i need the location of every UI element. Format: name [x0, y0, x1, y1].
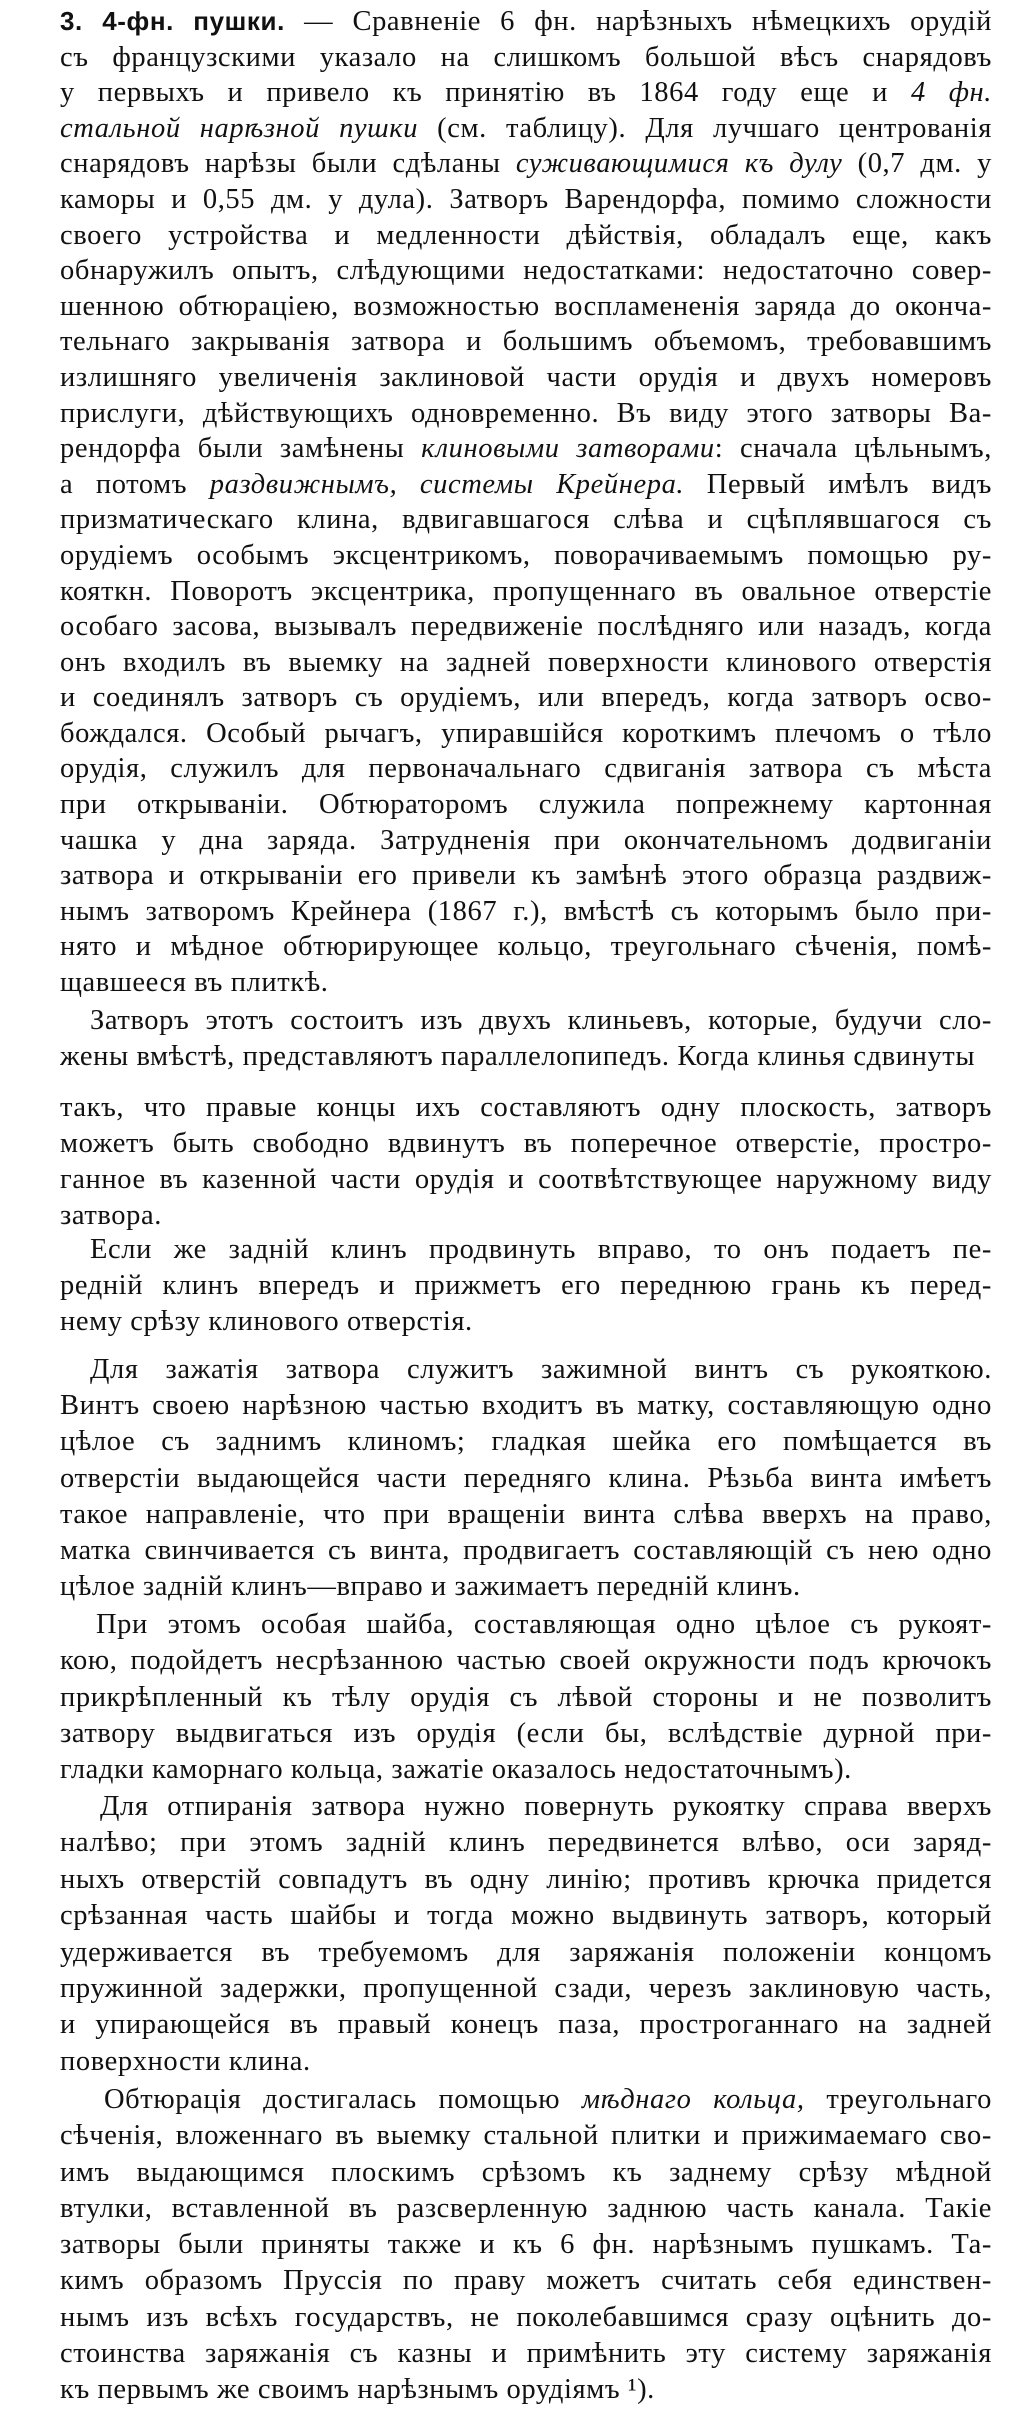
text-run: бождался. Особый рычагъ, упиравшійся короткимъ плечомъ о тѣло	[60, 717, 992, 749]
text-line	[60, 645, 992, 681]
text-run: у первыхъ и привело къ принятію въ 1864 году еще и	[60, 77, 911, 109]
text-line	[60, 2044, 992, 2080]
text-line	[60, 929, 992, 965]
text-line	[60, 2300, 992, 2336]
text-run: При этомъ особая шайба, составляющая одно цѣлое съ рукоят-	[96, 1609, 992, 1640]
text-run: гладки каморнаго кольца, зажатіе оказалось недостаточнымъ).	[60, 1754, 852, 1786]
text-run: (см. таблицу). Для лучшаго центрованія	[418, 112, 992, 144]
text-run: пружинной задержки, пропущенной сзади, черезъ заклиновую часть,	[60, 1972, 992, 2004]
text-line	[60, 1352, 992, 1388]
text-line	[60, 1090, 992, 1126]
italic-term: суживающимися къ дулу	[515, 148, 843, 180]
text-line	[60, 431, 992, 467]
text-line	[60, 1162, 992, 1198]
paragraph-p8	[60, 2082, 992, 2409]
paragraph-p1	[60, 4, 992, 1001]
text-line	[60, 609, 992, 645]
text-run: нымъ затворомъ Крейнера (1867 г.), вмѣстѣ съ которымъ было при-	[60, 895, 992, 927]
text-run: цѣлое задній клинъ—вправо и зажимаетъ передній клинъ.	[60, 1571, 801, 1603]
text-line	[60, 574, 992, 610]
text-line	[60, 716, 992, 752]
text-run: такъ, что правые концы ихъ составляютъ одну плоскость, затворъ	[60, 1092, 992, 1123]
text-run: срѣзанная часть шайбы и тогда можно выдвинуть затворъ, который	[60, 1900, 992, 1932]
text-run: прислуги, дѣйствующихъ одновременно. Въ виду этого затворы Ва-	[60, 397, 992, 429]
text-line	[60, 1003, 992, 1039]
text-line	[60, 1607, 992, 1643]
text-line	[60, 965, 992, 1001]
text-run: нему срѣзу клинового отверстія.	[60, 1306, 473, 1337]
text-line	[60, 858, 992, 894]
text-run: отверстіи выдающейся части передняго клина. Рѣзьба винта имѣетъ	[60, 1462, 992, 1494]
text-run: Винтъ своею нарѣзною частью входитъ въ матку, составляющую одно	[60, 1390, 992, 1422]
text-run: Обтюрація достигалась помощью	[104, 2084, 582, 2115]
text-line	[60, 1643, 992, 1679]
text-line	[60, 2191, 992, 2227]
text-line	[60, 1497, 992, 1533]
text-run: тельнаго закрыванія затвора и большимъ объемомъ, требовавшимъ	[60, 326, 992, 358]
text-line	[60, 360, 992, 396]
text-run: цѣлое съ заднимъ клиномъ; гладкая шейка его помѣщается въ	[60, 1426, 992, 1458]
text-line	[60, 1862, 992, 1898]
text-line	[60, 1304, 992, 1340]
text-line	[60, 1752, 992, 1788]
text-line	[60, 751, 992, 787]
text-line	[60, 2336, 992, 2372]
text-run: шенною обтюраціею, возможностью воспламененія заряда до оконча-	[60, 290, 992, 322]
text-run: онъ входилъ въ выемку на задней поверхности клинового отверстія	[60, 646, 992, 678]
text-line	[60, 787, 992, 823]
text-run: съ французскими указало на слишкомъ большой вѣсъ снарядовъ	[60, 41, 992, 73]
italic-term: мѣднаго кольца,	[581, 2084, 805, 2115]
text-run: Первый имѣлъ видъ	[684, 468, 992, 500]
section-heading: 3. 4-фн. пушки.	[60, 6, 285, 36]
text-run: можетъ быть свободно вдвинутъ въ поперечное отверстіе, простро-	[60, 1128, 992, 1159]
text-run: излишняго увеличенія заклиновой части орудія и двухъ номеровъ	[60, 361, 992, 393]
text-line	[60, 502, 992, 538]
text-line	[60, 324, 992, 360]
text-run: стоинства заряжанія съ казны и примѣнить эту систему заряжанія	[60, 2338, 992, 2370]
text-line	[60, 538, 992, 574]
text-run: Для зажатія затвора служитъ зажимной винтъ съ рукояткою.	[90, 1354, 992, 1385]
text-line	[60, 2082, 992, 2118]
text-run: (0,7 дм. у	[842, 148, 992, 180]
text-run: особаго засова, вызывалъ передвиженіе послѣдняго или назадъ, когда	[60, 611, 992, 643]
italic-term: 4 фн.	[910, 77, 992, 109]
text-line	[60, 1825, 992, 1861]
text-run: Если же задній клинъ продвинуть вправо, то онъ подаетъ пе-	[90, 1234, 992, 1265]
text-run: чашка у дна заряда. Затрудненія при окончательномъ додвиганіи	[60, 824, 992, 856]
paragraph-p4	[60, 1232, 992, 1340]
text-run: нято и мѣдное обтюрирующее кольцо, треугольнаго сѣченія, помѣ-	[60, 931, 992, 963]
paragraph-p7	[60, 1789, 992, 2080]
paragraph-p3	[60, 1090, 992, 1234]
text-run: матка свинчивается съ винта, продвигаетъ составляющій съ нею одно	[60, 1534, 992, 1566]
text-line	[60, 1198, 992, 1234]
text-line	[60, 2372, 992, 2408]
text-run: къ первымъ же своимъ нарѣзнымъ орудіямъ ¹).	[60, 2374, 655, 2406]
text-line	[60, 823, 992, 859]
text-line	[60, 40, 992, 76]
text-run: щавшееся въ плиткѣ.	[60, 967, 329, 999]
text-line	[60, 289, 992, 325]
text-line	[60, 1898, 992, 1934]
text-run: затвору выдвигаться изъ орудія (если бы, вслѣдствіе дурной при-	[60, 1717, 992, 1749]
text-run: налѣво; при этомъ задній клинъ передвинется влѣво, оси заряд-	[60, 1827, 992, 1859]
text-run: и упирающейся въ правый конецъ паза, простроганнаго на задней	[60, 2009, 992, 2041]
paragraph-p6	[60, 1607, 992, 1788]
text-run: кимъ образомъ Пруссія по праву можетъ считать себя единствен-	[60, 2265, 992, 2297]
text-line	[60, 1680, 992, 1716]
text-line	[60, 2007, 992, 2043]
text-line	[60, 1971, 992, 2007]
text-line	[60, 396, 992, 432]
text-line	[60, 1789, 992, 1825]
text-line	[60, 2118, 992, 2154]
text-run: поверхности клина.	[60, 2045, 311, 2077]
text-line	[60, 1388, 992, 1424]
text-run: и соединялъ затворъ съ орудіемъ, или впередъ, когда затворъ осво-	[60, 682, 992, 714]
text-line	[60, 1039, 992, 1075]
italic-term: раздвижнымъ, системы Крейнера.	[209, 468, 685, 500]
text-run: удерживается въ требуемомъ для заряжанія положеніи концомъ	[60, 1936, 992, 1968]
text-line	[60, 218, 992, 254]
text-line	[60, 1268, 992, 1304]
text-line	[60, 182, 992, 218]
text-line	[60, 1232, 992, 1268]
text-run: затвора.	[60, 1200, 162, 1231]
text-run: ганное въ казенной части орудія и соотвѣтствующее наружному виду	[60, 1164, 992, 1195]
text-line	[60, 75, 992, 111]
text-run: : сначала цѣльнымъ,	[714, 433, 992, 465]
text-line	[60, 1461, 992, 1497]
paragraph-p5	[60, 1352, 992, 1605]
text-run: при открываніи. Обтюраторомъ служила попрежнему картонная	[60, 789, 992, 821]
text-line	[60, 2227, 992, 2263]
text-line	[60, 467, 992, 503]
text-line	[60, 1424, 992, 1460]
text-run: затвора и открываніи его привели къ замѣнѣ этого образца раздвиж-	[60, 860, 992, 892]
text-run: орудія, служилъ для первоначальнаго сдвиганія затвора съ мѣста	[60, 753, 992, 785]
text-line	[60, 2155, 992, 2191]
text-run: обнаружилъ опытъ, слѣдующими недостатками: недостаточно совер-	[60, 255, 992, 287]
text-run: рендорфа были замѣнены	[60, 433, 422, 465]
text-run: Затворъ этотъ состоитъ изъ двухъ клиньевъ, которые, будучи сло-	[90, 1005, 992, 1036]
text-run: своего устройства и медленности дѣйствія, обладалъ еще, какъ	[60, 219, 992, 251]
text-line	[60, 2263, 992, 2299]
text-line	[60, 4, 992, 40]
text-run: призматическаго клина, вдвигавшагося слѣва и сцѣплявшагося съ	[60, 504, 992, 536]
text-line	[60, 146, 992, 182]
paragraph-p2	[60, 1003, 992, 1074]
text-run: втулки, вставленной въ разсверленную заднюю часть канала. Такіе	[60, 2192, 992, 2224]
text-run: — Сравненіе 6 фн. нарѣзныхъ нѣмецкихъ орудій	[284, 6, 992, 37]
text-run: сѣченія, вложеннаго въ выемку стальной плитки и прижимаемаго сво-	[60, 2120, 992, 2152]
text-run: кояткн. Поворотъ эксцентрика, пропущеннаго въ овальное отверстіе	[60, 575, 992, 607]
text-line	[60, 894, 992, 930]
text-run: нымъ изъ всѣхъ государствъ, не поколебавшимся сразу оцѣнить до-	[60, 2301, 992, 2333]
text-line	[60, 1935, 992, 1971]
text-line	[60, 111, 992, 147]
text-line	[60, 1716, 992, 1752]
text-run: жены вмѣстѣ, представляютъ параллелопипедъ. Когда клинья сдвинуты	[60, 1040, 976, 1072]
text-run: треугольнаго	[804, 2084, 992, 2115]
text-run: кою, подойдетъ несрѣзанною частью своей окружности подъ крючокъ	[60, 1645, 992, 1677]
text-line	[60, 680, 992, 716]
italic-term: стальной нарѣзной пушки	[60, 112, 419, 144]
text-line	[60, 1126, 992, 1162]
italic-term: клиновыми затворами	[421, 433, 715, 465]
text-run: а потомъ	[60, 468, 210, 500]
text-run: ныхъ отверстій совпадутъ въ одну линію; противъ крючка придется	[60, 1863, 992, 1895]
text-line	[60, 253, 992, 289]
text-line	[60, 1569, 992, 1605]
text-run: орудіемъ особымъ эксцентрикомъ, поворачиваемымъ помощью ру-	[60, 539, 992, 571]
text-run: редній клинъ впередъ и прижметъ его переднюю грань къ перед-	[60, 1270, 992, 1301]
text-run: каморы и 0,55 дм. у дула). Затворъ Варендорфа, помимо сложности	[60, 183, 992, 215]
text-run: Для отпиранія затвора нужно повернуть рукоятку справа вверхъ	[100, 1791, 992, 1822]
text-run: снарядовъ нарѣзы были сдѣланы	[60, 148, 516, 180]
text-line	[60, 1533, 992, 1569]
text-run: прикрѣпленный къ тѣлу орудія съ лѣвой стороны и не позволитъ	[60, 1681, 992, 1713]
text-run: затворы были приняты также и къ 6 фн. нарѣзнымъ пушкамъ. Та-	[60, 2229, 992, 2261]
text-run: имъ выдающимся плоскимъ срѣзомъ къ заднему срѣзу мѣдной	[60, 2156, 992, 2188]
text-run: такое направленіе, что при вращеніи винта слѣва вверхъ на право,	[60, 1498, 992, 1530]
